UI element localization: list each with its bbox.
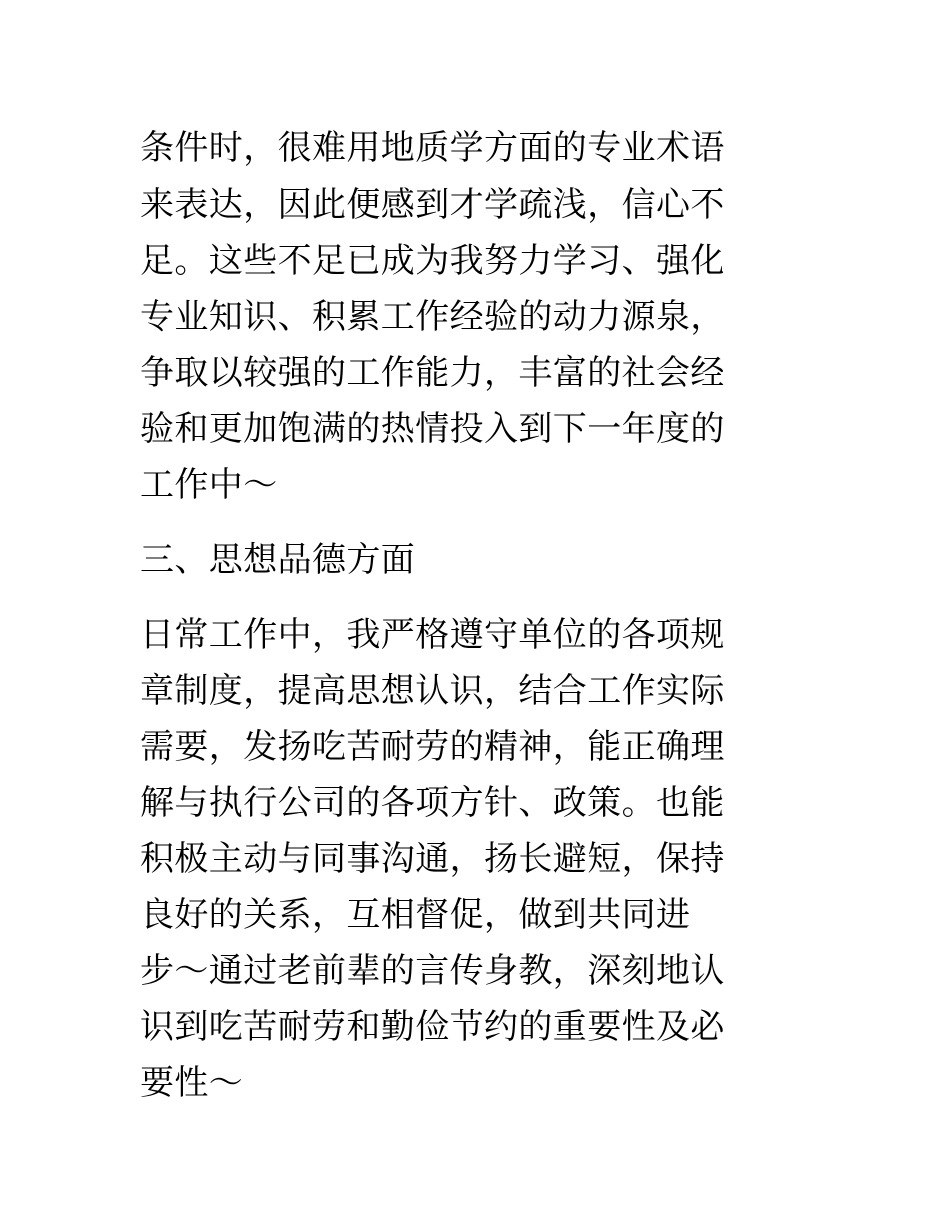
text-line: 争取以较强的工作能力，丰富的社会经 — [140, 353, 725, 393]
text-line: 解与执行公司的各项方针、政策。也能 — [140, 783, 725, 823]
text-line: 需要，发扬吃苦耐劳的精神，能正确理 — [140, 727, 725, 767]
text-line: 工作中～ — [140, 465, 278, 505]
text-line: 章制度，提高思想认识，结合工作实际 — [140, 671, 725, 711]
section-heading: 三、思想品德方面 — [140, 540, 416, 580]
text-line: 条件时，很难用地质学方面的专业术语 — [140, 128, 725, 168]
text-line: 日常工作中，我严格遵守单位的各项规 — [140, 615, 725, 655]
text-line: 来表达，因此便感到才学疏浅，信心不 — [140, 185, 725, 225]
text-line: 识到吃苦耐劳和勤俭节约的重要性及必 — [140, 1007, 725, 1047]
text-line: 专业知识、积累工作经验的动力源泉， — [140, 297, 725, 337]
text-line: 步～通过老前辈的言传身教，深刻地认 — [140, 951, 725, 991]
text-line: 验和更加饱满的热情投入到下一年度的 — [140, 409, 725, 449]
text-line: 要性～ — [140, 1063, 244, 1103]
text-line: 足。这些不足已成为我努力学习、强化 — [140, 241, 725, 281]
text-line: 积极主动与同事沟通，扬长避短，保持 — [140, 839, 725, 879]
text-line: 良好的关系，互相督促，做到共同进 — [140, 895, 691, 935]
